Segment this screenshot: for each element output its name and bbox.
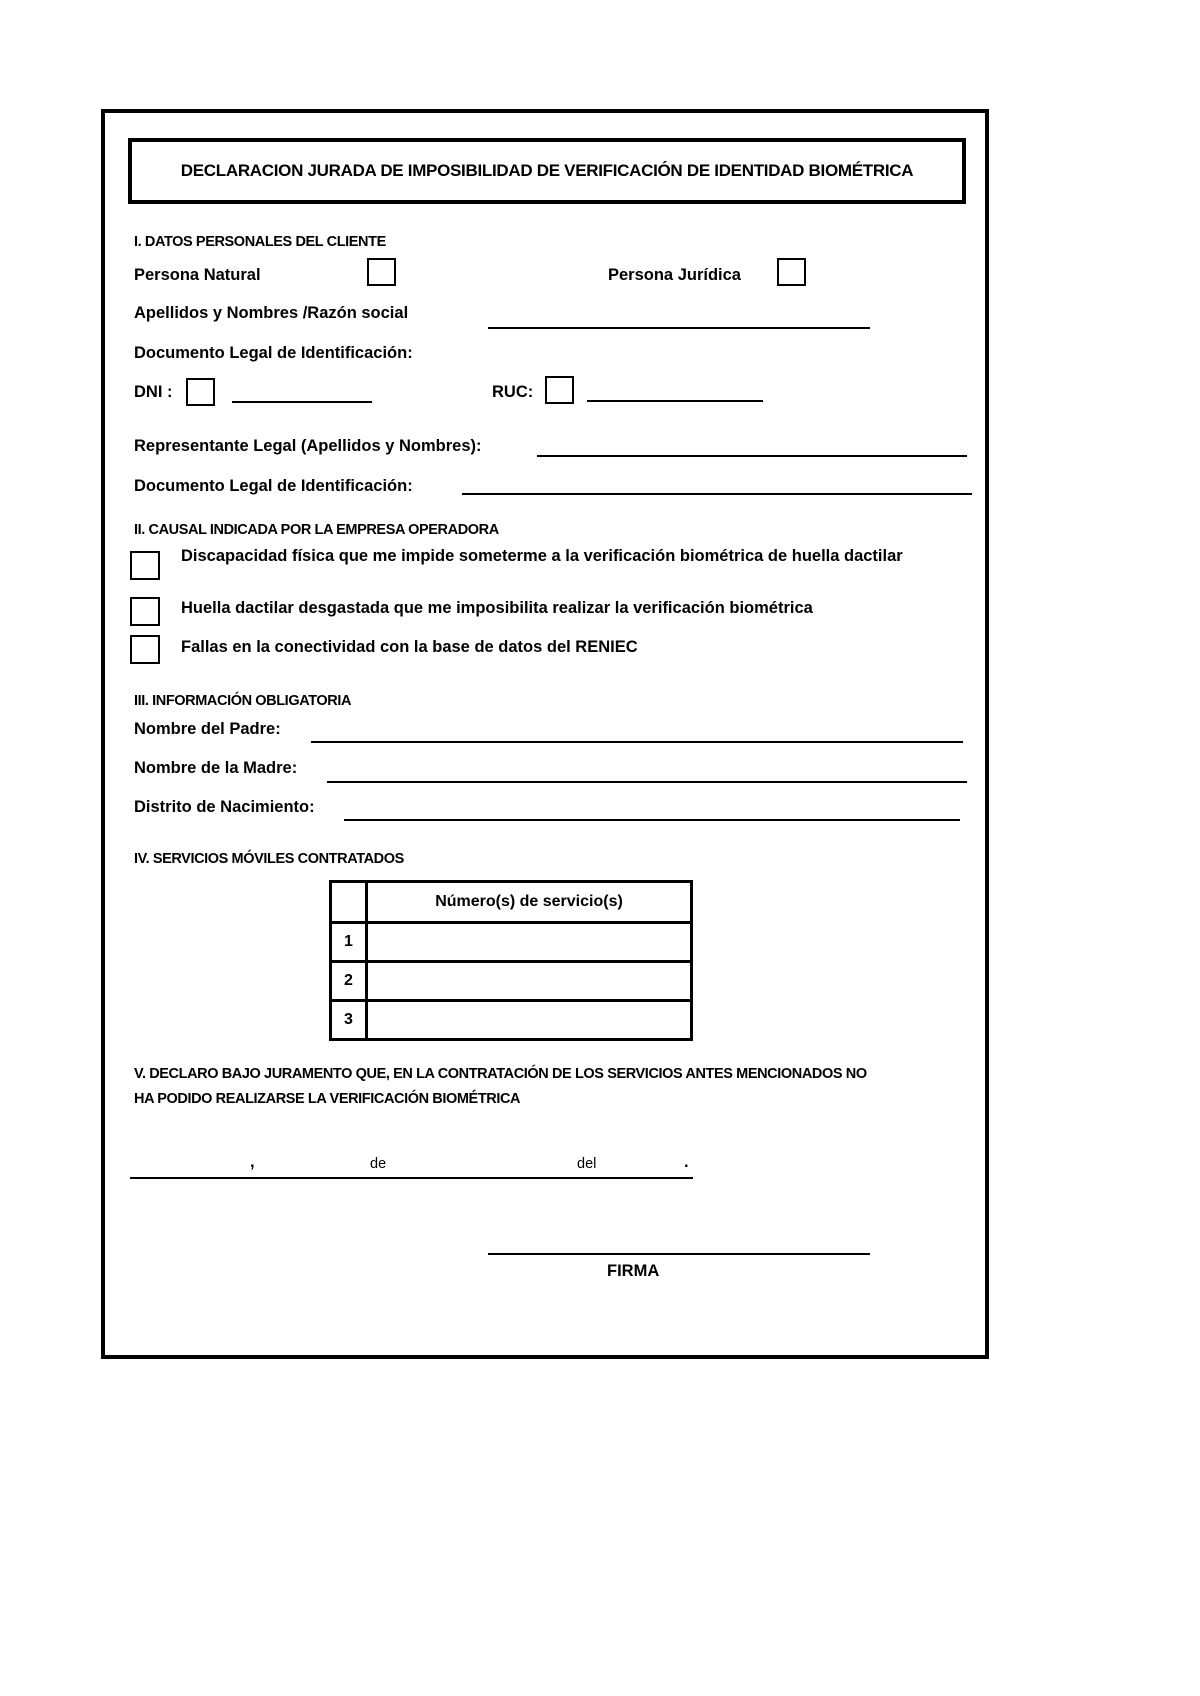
persona-juridica-checkbox[interactable]: [777, 258, 806, 286]
date-de: de: [370, 1156, 387, 1172]
documento-label: Documento Legal de Identificación:: [134, 344, 413, 362]
service-number-cell[interactable]: [367, 962, 692, 1001]
persona-natural-label: Persona Natural: [134, 266, 261, 284]
services-header-blank: [331, 882, 367, 923]
ruc-field[interactable]: [587, 400, 763, 402]
distrito-field[interactable]: [344, 819, 960, 821]
row-number: 1: [331, 923, 367, 962]
form-title: DECLARACION JURADA DE IMPOSIBILIDAD DE VERIFICACIÓN DE IDENTIDAD BIOMÉTRICA: [128, 138, 966, 204]
table-row: [331, 962, 692, 1001]
signature-line[interactable]: [488, 1253, 870, 1255]
causal-checkbox-3[interactable]: [130, 635, 160, 664]
table-row: [331, 923, 692, 962]
representante-label: Representante Legal (Apellidos y Nombres):: [134, 437, 482, 455]
causal-option-1: Discapacidad física que me impide someterme a la verificación biométrica de huella dactilar: [181, 547, 903, 565]
date-del: del: [577, 1156, 597, 1172]
declaration-line-1: V. DECLARO BAJO JURAMENTO QUE, EN LA CONTRATACIÓN DE LOS SERVICIOS ANTES MENCIONADOS NO: [134, 1066, 867, 1082]
dni-checkbox[interactable]: [186, 378, 215, 406]
apellidos-label: Apellidos y Nombres /Razón social: [134, 304, 409, 322]
services-table: [329, 880, 693, 1041]
documento2-label: Documento Legal de Identificación:: [134, 477, 413, 495]
services-header: Número(s) de servicio(s): [367, 882, 692, 923]
section2-heading: II. CAUSAL INDICADA POR LA EMPRESA OPERADORA: [134, 522, 499, 538]
dni-field[interactable]: [232, 401, 372, 403]
declaration-line-2: HA PODIDO REALIZARSE LA VERIFICACIÓN BIOMÉTRICA: [134, 1091, 521, 1107]
row-number: 3: [331, 1001, 367, 1040]
persona-natural-checkbox[interactable]: [367, 258, 396, 286]
date-field[interactable]: [130, 1177, 693, 1179]
date-dot: .: [684, 1153, 689, 1171]
causal-checkbox-1[interactable]: [130, 551, 160, 580]
madre-field[interactable]: [327, 781, 967, 783]
section3-heading: III. INFORMACIÓN OBLIGATORIA: [134, 693, 352, 709]
signature-label: FIRMA: [607, 1262, 660, 1280]
causal-option-3: Fallas en la conectividad con la base de datos del RENIEC: [181, 638, 638, 656]
dni-label: DNI :: [134, 383, 173, 401]
section1-heading: I. DATOS PERSONALES DEL CLIENTE: [134, 234, 386, 250]
distrito-label: Distrito de Nacimiento:: [134, 798, 315, 816]
padre-field[interactable]: [311, 741, 963, 743]
madre-label: Nombre de la Madre:: [134, 759, 298, 777]
persona-juridica-label: Persona Jurídica: [608, 266, 741, 284]
section4-heading: IV. SERVICIOS MÓVILES CONTRATADOS: [134, 851, 404, 867]
service-number-cell[interactable]: [367, 1001, 692, 1040]
causal-checkbox-2[interactable]: [130, 597, 160, 626]
table-row: [331, 1001, 692, 1040]
service-number-cell[interactable]: [367, 923, 692, 962]
ruc-label: RUC:: [492, 383, 534, 401]
padre-label: Nombre del Padre:: [134, 720, 281, 738]
apellidos-field[interactable]: [488, 327, 870, 329]
date-comma: ,: [250, 1153, 255, 1171]
row-number: 2: [331, 962, 367, 1001]
ruc-checkbox[interactable]: [545, 376, 574, 404]
documento2-field[interactable]: [462, 493, 972, 495]
services-header-row: [331, 882, 692, 923]
causal-option-2: Huella dactilar desgastada que me imposibilita realizar la verificación biométrica: [181, 599, 813, 617]
representante-field[interactable]: [537, 455, 967, 457]
